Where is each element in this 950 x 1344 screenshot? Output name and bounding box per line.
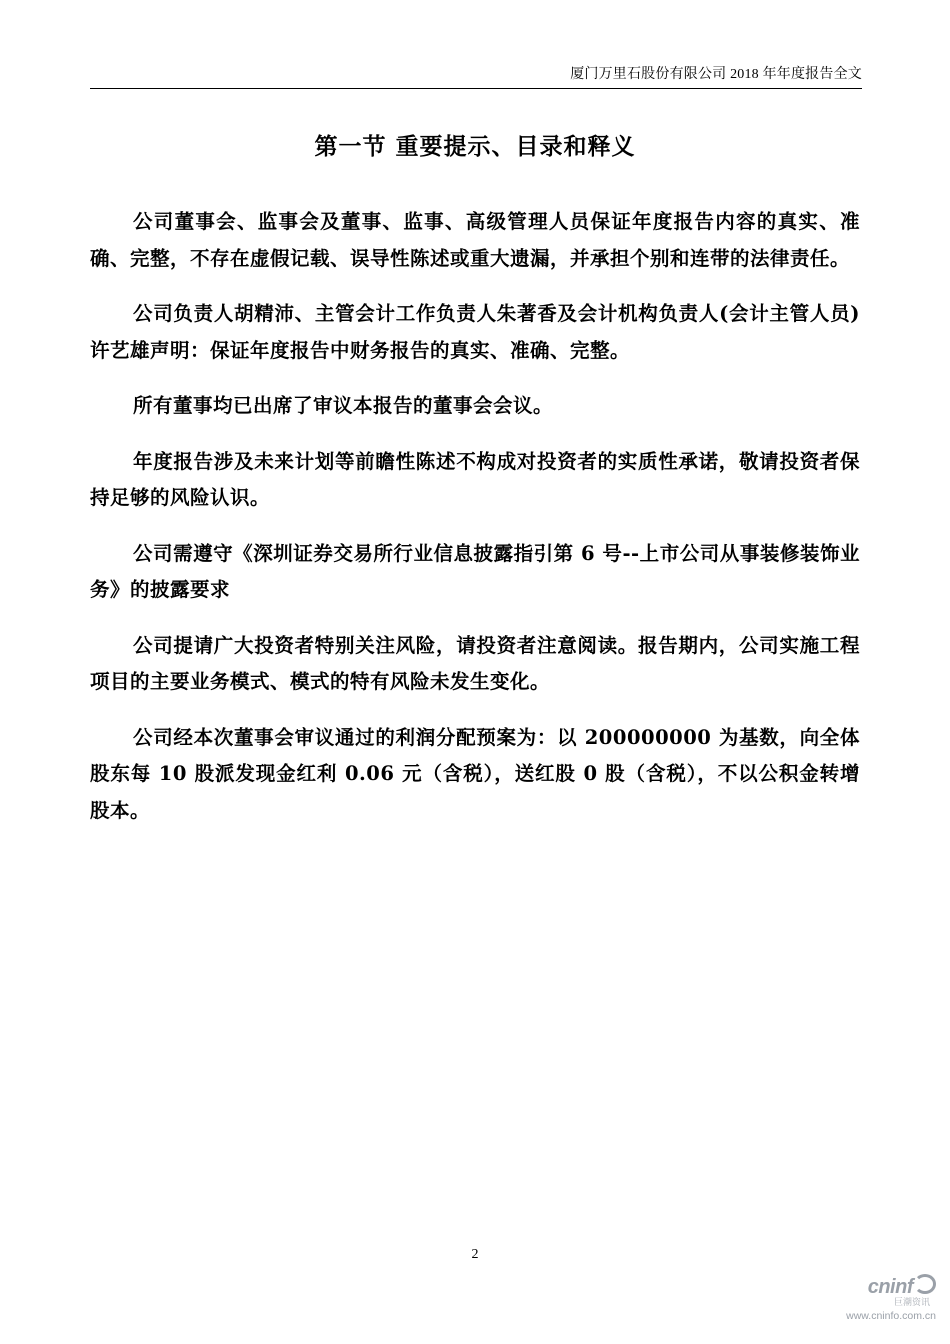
watermark-logo-text: cninf [867,1276,913,1298]
paragraph-profit-distribution: 公司经本次董事会审议通过的利润分配预案为：以 200000000 为基数，向全体股东每 10 股派发现金红利 0.06 元（含税），送红股 0 股（含税），不以公积金转增股本。 [90,725,860,822]
paragraph-board-guarantee: 公司董事会、监事会及董事、监事、高级管理人员保证年度报告内容的真实、准确、完整，不存在虚假记载、误导性陈述或重大遗漏，并承担个别和连带的法律责任。 [90,210,860,270]
watermark-logo [806,1274,936,1298]
swirl-icon [914,1274,936,1294]
section-title: 第一节 重要提示、目录和释义 [314,133,636,160]
cninfo-watermark [806,1274,936,1334]
page-number: 2 [471,1247,479,1262]
paragraph-directors-attendance: 所有董事均已出席了审议本报告的董事会会议。 [133,394,554,417]
paragraph-disclosure-guideline: 公司需遵守《深圳证券交易所行业信息披露指引第 6 号--上市公司从事装修装饰业务》的披露要求 [90,541,860,601]
document-body [90,204,860,848]
watermark-url: www.cninfo.com.cn [846,1310,936,1322]
page-header [90,60,862,89]
header-title: 厦门万里石股份有限公司 2018 年年度报告全文 [570,67,862,82]
paragraph-responsible-persons: 公司负责人胡精沛、主管会计工作负责人朱著香及会计机构负责人(会计主管人员)许艺雄声明：保证年度报告中财务报告的真实、准确、完整。 [90,302,861,362]
paragraph-forward-looking: 年度报告涉及未来计划等前瞻性陈述不构成对投资者的实质性承诺，敬请投资者保持足够的风险认识。 [90,449,860,509]
watermark-cn-text: 巨潮资讯 [893,1298,930,1308]
paragraph-risk-notice: 公司提请广大投资者特别关注风险，请投资者注意阅读。报告期内，公司实施工程项目的主要业务模式、模式的特有风险未发生变化。 [90,633,860,693]
